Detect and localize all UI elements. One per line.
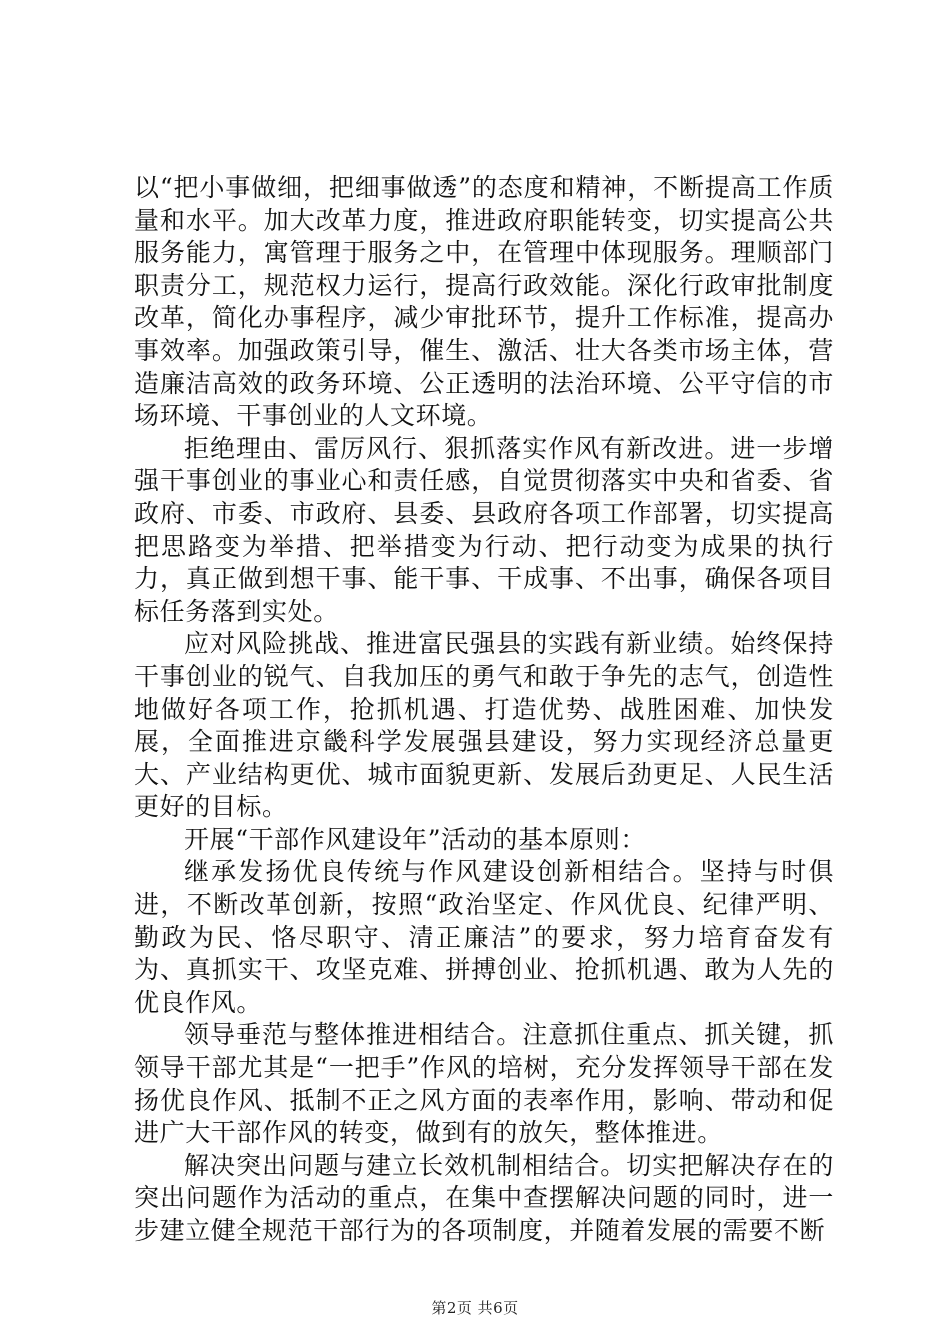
paragraph-principle-tradition: 继承发扬优良传统与作风建设创新相结合。坚持与时俱进，不断改革创新，按照“政治坚定、作风优良、纪律严明、勤政为民、恪尽职守、清正廉洁”的要求，努力培育奋发有为、真抓实干、攻坚克难、拼搏创业、抢抓机遇、敢为人先的优良作风。 — [134, 857, 834, 1017]
paragraph-new-achievements: 应对风险挑战、推进富民强县的实践有新业绩。始终保持干事创业的锐气、自我加压的勇气和敢于争先的志气，创造性地做好各项工作，抢抓机遇、打造优势、战胜困难、加快发展，全面推进京畿科学发展强县建设，努力实现经济总量更大、产业结构更优、城市面貌更新、发展后劲更足、人民生活更好的目标。 — [134, 629, 834, 822]
paragraph-continuation: 以“把小事做细，把细事做透”的态度和精神，不断提高工作质量和水平。加大改革力度，推进政府职能转变，切实提高公共服务能力，寓管理于服务之中，在管理中体现服务。理顺部门职责分工，规范权力运行，提高行政效能。深化行政审批制度改革，简化办事程序，减少审批环节，提升工作标准，提高办事效率。加强政策引导，催生、激活、壮大各类市场主体，营造廉洁高效的政务环境、公正透明的法治环境、公平守信的市场环境、干事创业的人文环境。 — [134, 173, 834, 431]
paragraph-principle-mechanism: 解决突出问题与建立长效机制相结合。切实把解决存在的突出问题作为活动的重点，在集中查摆解决问题的同时，进一步建立健全规范干部行为的各项制度，并随着发展的需要不断 — [134, 1150, 834, 1245]
paragraph-work-style-improvement: 拒绝理由、雷厉风行、狠抓落实作风有新改进。进一步增强干事创业的事业心和责任感，自觉贯彻落实中央和省委、省政府、市委、市政府、县委、县政府各项工作部署，切实提高把思路变为举措、把举措变为行动、把行动变为成果的执行力，真正做到想干事、能干事、干成事、不出事，确保各项目标任务落到实处。 — [134, 433, 834, 626]
page-number-footer: 第2页 共6页 — [431, 1299, 519, 1317]
document-body — [134, 172, 834, 1248]
paragraph-principles-heading: 开展“干部作风建设年”活动的基本原则： — [184, 824, 646, 854]
paragraph-principle-leadership: 领导垂范与整体推进相结合。注意抓住重点、抓关键，抓领导干部尤其是“一把手”作风的培树，充分发挥领导干部在发扬优良作风、抵制不正之风方面的表率作用，影响、带动和促进广大干部作风的转变，做到有的放矢，整体推进。 — [134, 1020, 834, 1148]
